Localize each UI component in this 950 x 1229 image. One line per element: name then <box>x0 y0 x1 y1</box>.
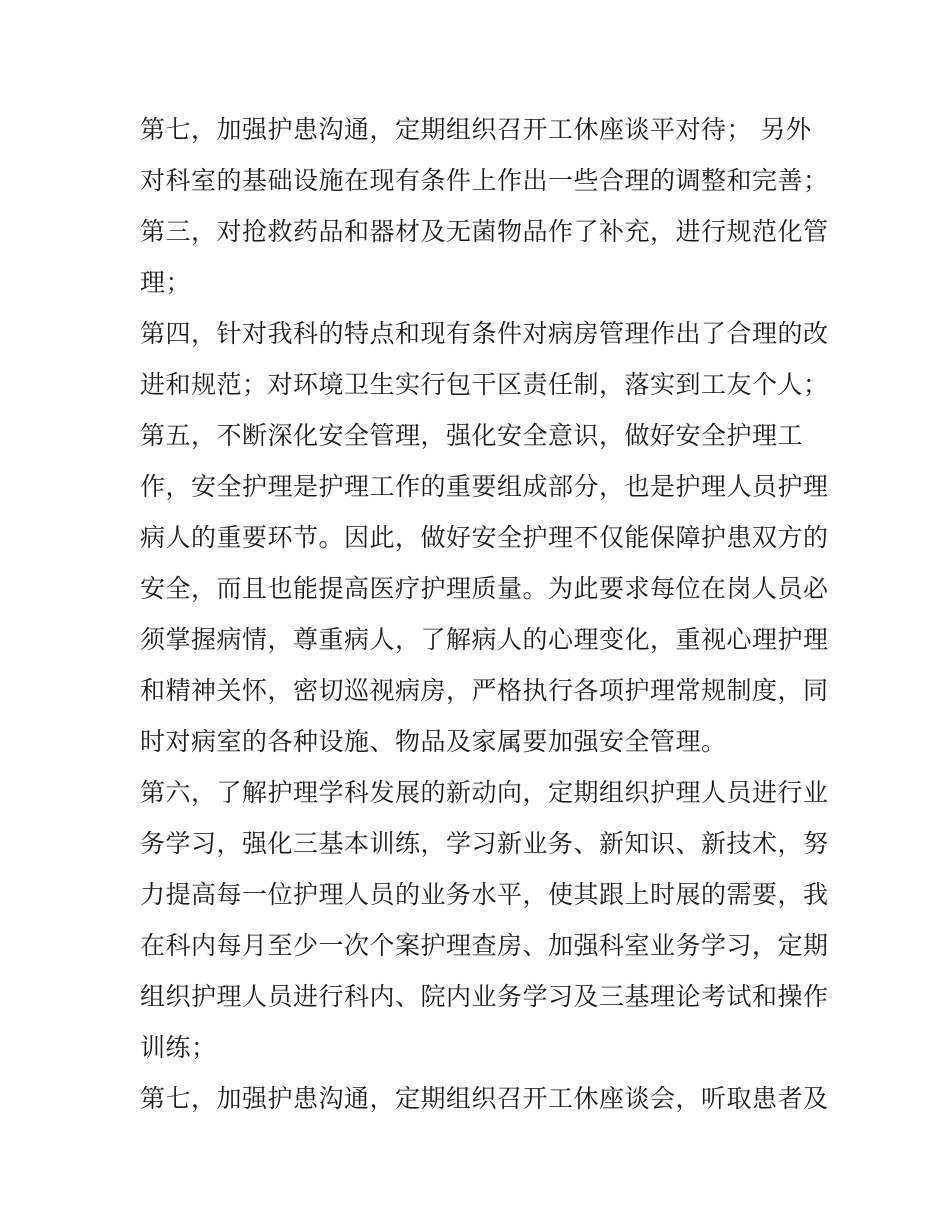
text-line: 组织护理人员进行科内、院内业务学习及三基理论考试和操作 <box>140 982 829 1011</box>
text-line: 对科室的基础设施在现有条件上作出一些合理的调整和完善； <box>140 166 829 195</box>
text-line: 进和规范；对环境卫生实行包干区责任制，落实到工友个人； <box>140 370 829 399</box>
text-line: 在科内每月至少一次个案护理查房、加强科室业务学习，定期 <box>140 931 829 960</box>
text-line: 安全，而且也能提高医疗护理质量。为此要求每位在岗人员必 <box>140 574 829 603</box>
text-line: 务学习，强化三基本训练，学习新业务、新知识、新技术，努 <box>140 829 829 858</box>
text-line: 力提高每一位护理人员的业务水平，使其跟上时展的需要，我 <box>140 880 829 909</box>
document-text <box>140 104 829 1124</box>
text-line: 理； <box>140 268 192 297</box>
text-line: 第七，加强护患沟通，定期组织召开工休座谈平对待； 另外 <box>140 115 812 144</box>
text-line: 时对病室的各种设施、物品及家属要加强安全管理。 <box>140 727 727 756</box>
text-line: 病人的重要环节。因此，做好安全护理不仅能保障护患双方的 <box>140 523 829 552</box>
text-line: 和精神关怀，密切巡视病房，严格执行各项护理常规制度，同 <box>140 676 829 705</box>
text-line: 训练； <box>140 1033 217 1062</box>
text-line: 须掌握病情，尊重病人，了解病人的心理变化，重视心理护理 <box>140 625 829 654</box>
text-line: 第四，针对我科的特点和现有条件对病房管理作出了合理的改 <box>140 319 829 348</box>
text-line: 第七，加强护患沟通，定期组织召开工休座谈会，听取患者及 <box>140 1084 829 1113</box>
text-line: 作，安全护理是护理工作的重要组成部分，也是护理人员护理 <box>140 472 829 501</box>
text-line: 第五，不断深化安全管理，强化安全意识，做好安全护理工 <box>140 421 804 450</box>
text-line: 第六，了解护理学科发展的新动向，定期组织护理人员进行业 <box>140 778 829 807</box>
text-line: 第三，对抢救药品和器材及无菌物品作了补充，进行规范化管 <box>140 217 829 246</box>
